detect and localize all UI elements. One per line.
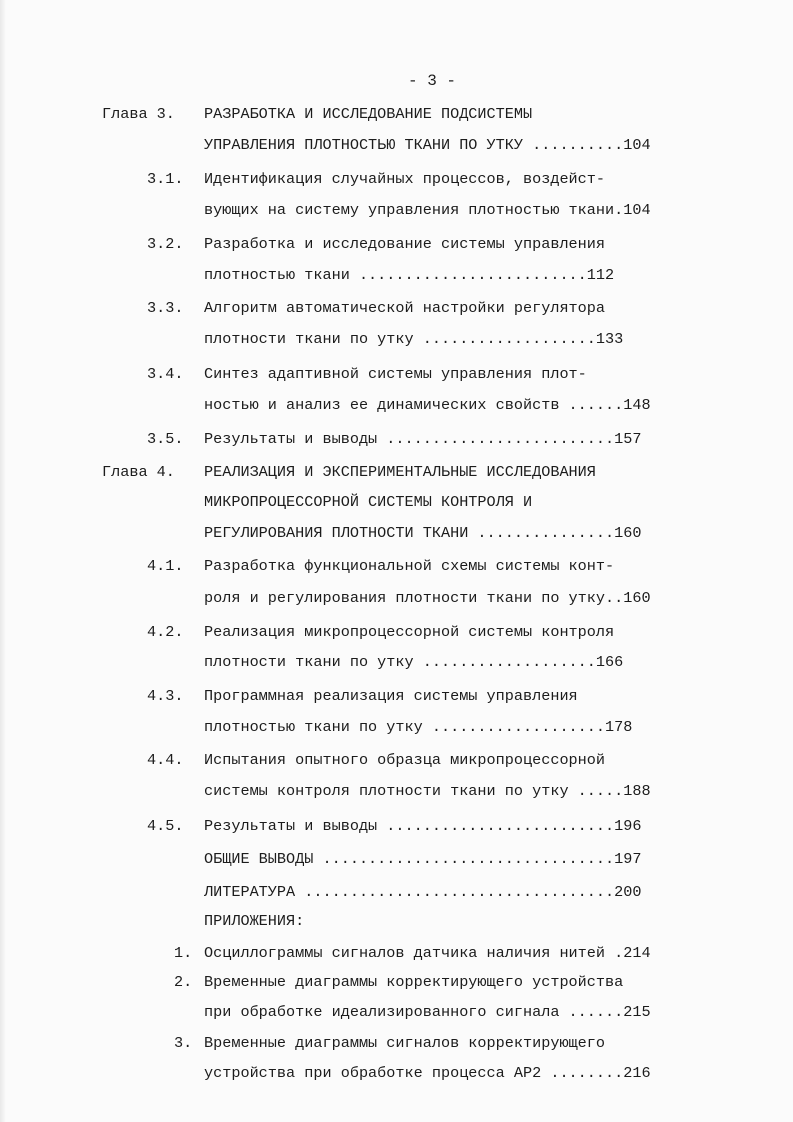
toc-line: Идентификация случайных процессов, воздейст- (204, 170, 606, 188)
toc-line: Программная реализация системы управления (204, 687, 578, 705)
toc-label: 4.2. (147, 623, 184, 641)
toc-label: 2. (174, 973, 193, 991)
toc-line: РЕГУЛИРОВАНИЯ ПЛОТНОСТИ ТКАНИ ...............160 (204, 524, 642, 542)
toc-line: Разработка функциональной схемы системы конт- (204, 557, 615, 575)
toc-label: 4.5. (147, 817, 184, 835)
toc-label: 4.4. (147, 751, 184, 769)
toc-label: Глава 4. (102, 463, 175, 481)
toc-line: ностью и анализ ее динамических свойств ......148 (204, 396, 651, 414)
toc-line: ЛИТЕРАТУРА ..................................200 (204, 883, 642, 901)
toc-line: ПРИЛОЖЕНИЯ: (204, 912, 305, 930)
toc-line: Синтез адаптивной системы управления плот- (204, 365, 587, 383)
toc-label: 3.4. (147, 365, 184, 383)
toc-line: Результаты и выводы .........................196 (204, 817, 642, 835)
scan-edge-shadow (0, 0, 6, 1122)
toc-line: Осциллограммы сигналов датчика наличия нитей .214 (204, 944, 651, 962)
toc-line: устройства при обработке процесса АР2 ........216 (204, 1064, 651, 1082)
page-number: - 3 - (408, 72, 457, 90)
toc-label: 4.1. (147, 557, 184, 575)
toc-label: 3. (174, 1034, 193, 1052)
toc-line: МИКРОПРОЦЕССОРНОЙ СИСТЕМЫ КОНТРОЛЯ И (204, 493, 533, 511)
toc-line: плотностью ткани по утку ...................178 (204, 718, 633, 736)
toc-line: плотности ткани по утку ...................166 (204, 653, 624, 671)
toc-label: 3.1. (147, 170, 184, 188)
toc-line: плотностью ткани .........................112 (204, 266, 615, 284)
toc-line: Результаты и выводы .........................157 (204, 430, 642, 448)
toc-line: Временные диаграммы сигналов корректирующего (204, 1034, 606, 1052)
toc-line: ОБЩИЕ ВЫВОДЫ ................................197 (204, 850, 642, 868)
toc-line: РАЗРАБОТКА И ИССЛЕДОВАНИЕ ПОДСИСТЕМЫ (204, 105, 533, 123)
toc-line: Испытания опытного образца микропроцессорной (204, 751, 606, 769)
toc-line: при обработке идеализированного сигнала ......215 (204, 1003, 651, 1021)
toc-label: 1. (174, 944, 193, 962)
toc-line: Временные диаграммы корректирующего устройства (204, 973, 624, 991)
toc-line: Разработка и исследование системы управления (204, 235, 606, 253)
toc-line: УПРАВЛЕНИЯ ПЛОТНОСТЬЮ ТКАНИ ПО УТКУ ..........104 (204, 136, 651, 154)
toc-label: 3.2. (147, 235, 184, 253)
toc-line: РЕАЛИЗАЦИЯ И ЭКСПЕРИМЕНТАЛЬНЫЕ ИССЛЕДОВАНИЯ (204, 463, 596, 481)
toc-line: Реализация микропроцессорной системы контроля (204, 623, 615, 641)
toc-line: роля и регулирования плотности ткани по утку..160 (204, 589, 651, 607)
toc-label: 4.3. (147, 687, 184, 705)
toc-line: плотности ткани по утку ...................133 (204, 330, 624, 348)
toc-label: Глава 3. (102, 105, 175, 123)
toc-line: вующих на систему управления плотностью ткани.104 (204, 201, 651, 219)
toc-label: 3.3. (147, 299, 184, 317)
toc-label: 3.5. (147, 430, 184, 448)
toc-line: системы контроля плотности ткани по утку .....188 (204, 782, 651, 800)
toc-line: Алгоритм автоматической настройки регулятора (204, 299, 606, 317)
